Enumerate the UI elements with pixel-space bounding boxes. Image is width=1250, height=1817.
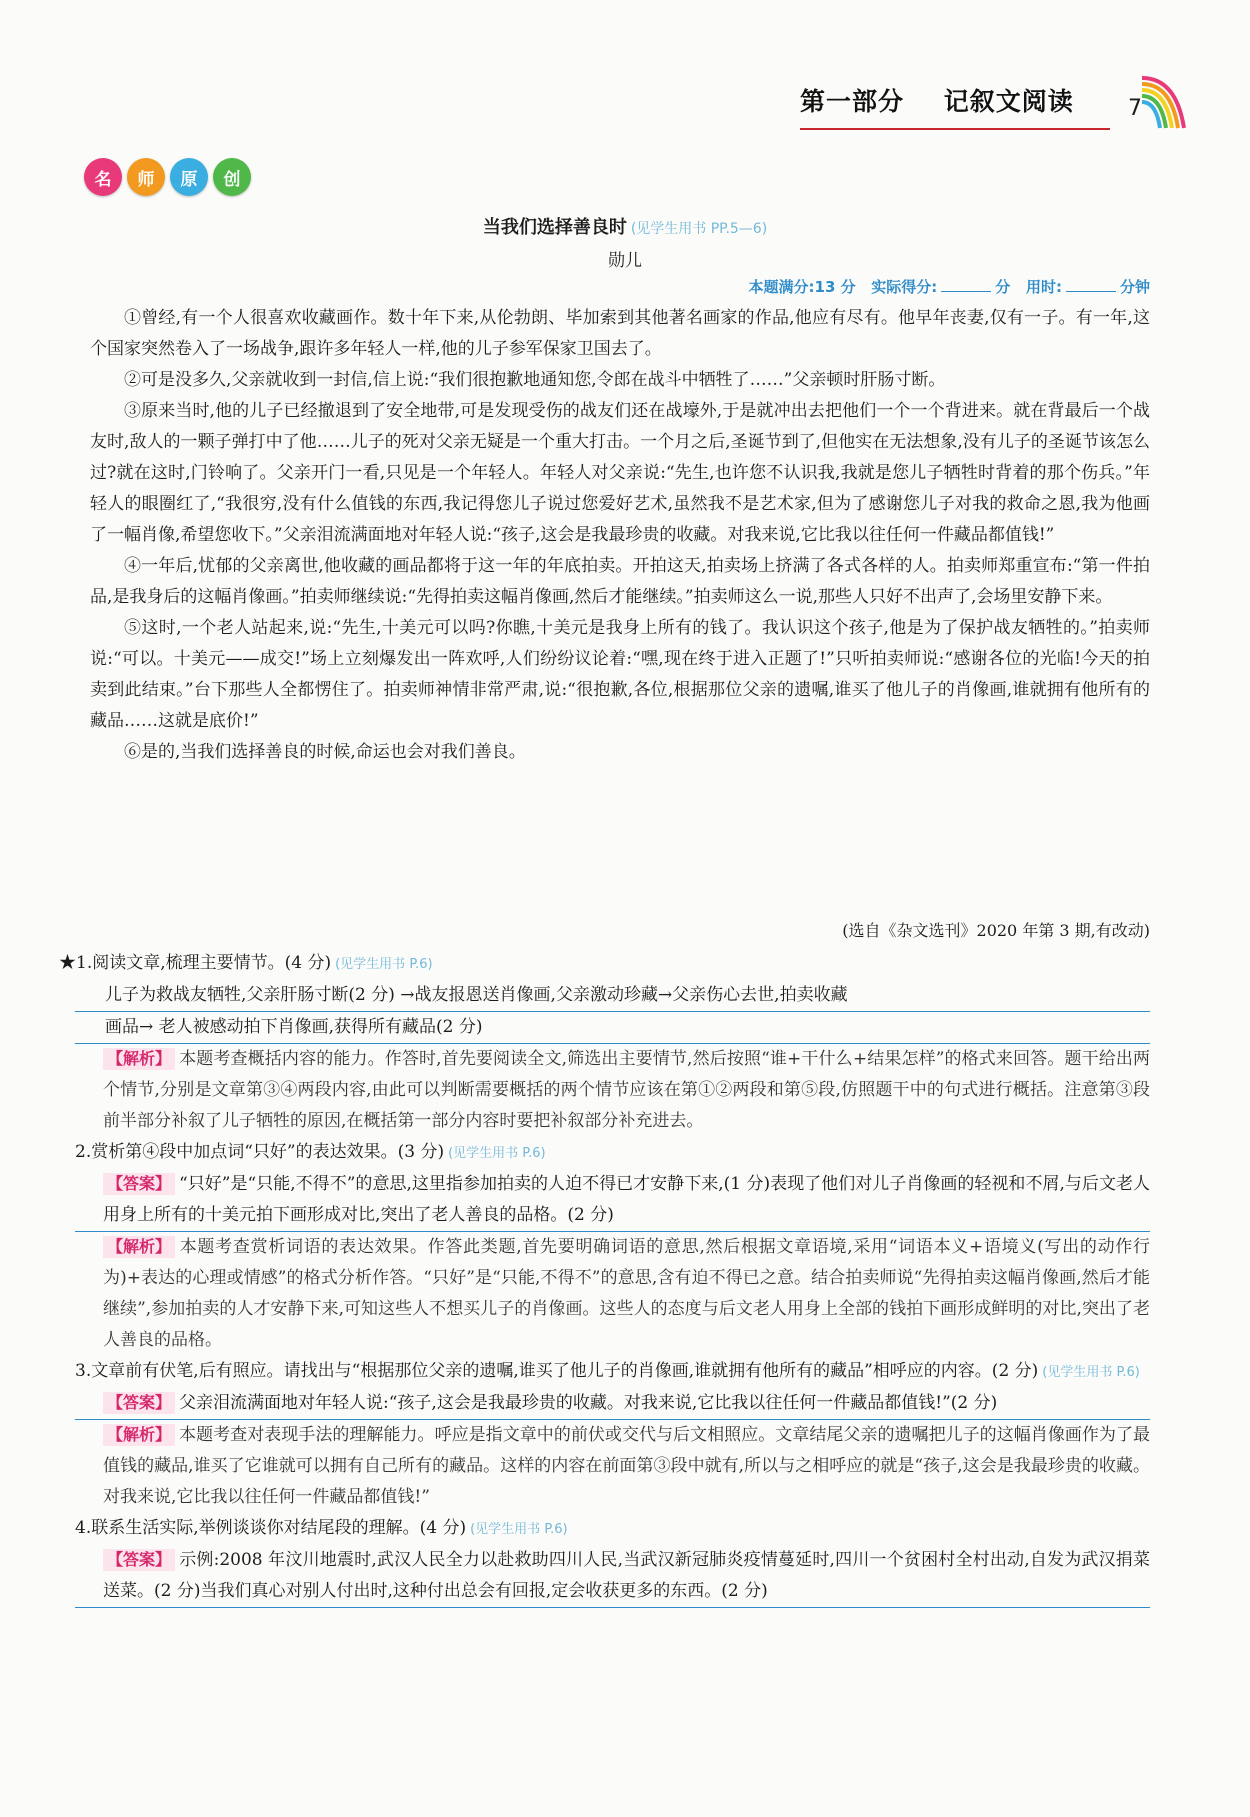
score-line [749, 276, 1150, 297]
question-stem: 3.文章前有伏笔,后有照应。请找出与“根据那位父亲的遗嘱,谁买了他儿子的肖像画,谁就拥有他所有的藏品”相呼应的内容。(2 分) [75, 1361, 1039, 1381]
score-unit: 分 [995, 278, 1011, 296]
question-reference: (见学生用书 P.6) [448, 1146, 546, 1161]
paragraph-3: ③原来当时,他的儿子已经撤退到了安全地带,可是发现受伤的战友们还在战壕外,于是就冲出去把他们一个一个背进来。就在背最后一个战友时,敌人的一颗子弹打中了他……儿子的死对父亲无疑是一个重大打击。一个月之后,圣诞节到了,但他实在无法想象,没有儿子的圣诞节该怎么过?就在这时,门铃响了。父亲开门一看,只见是一个年轻人。年轻人对父亲说:“先生,也许您不认识我,我就是您儿子牺牲时背着的那个伤兵。”年轻人的眼圈红了,“我很穷,没有什么值钱的东西,我记得您儿子说过您爱好艺术,虽然我不是艺术家,但为了感谢您儿子对我的救命之恩,我为他画了一幅肖像,希望您收下。”父亲泪流满面地对年轻人说:“孩子,这会是我最珍贵的收藏。对我来说,它比我以往任何一件藏品都值钱!” [90, 401, 1150, 545]
article-source: (选自《杂文选刊》2020 年第 3 期,有改动) [842, 921, 1150, 940]
badge-ming: 名 [84, 158, 122, 196]
answer-line: 儿子为救战友牺牲,父亲肝肠寸断(2 分) →战友报恩送肖像画,父亲激动珍藏→父亲伤心去世,拍卖收藏 [75, 980, 1150, 1012]
answer: 父亲泪流满面地对年轻人说:“孩子,这会是我最珍贵的收藏。对我来说,它比我以往任何一件藏品都值钱!”(2 分) [179, 1393, 998, 1413]
actual-score-label: 实际得分: [871, 278, 938, 296]
answer-tag: 【答案】 [103, 1549, 175, 1571]
paragraph-5: ⑤这时,一个老人站起来,说:“先生,十美元可以吗?你瞧,十美元是我身上所有的钱了。我认识这个孩子,他是为了保护战友牺牲的。”拍卖师说:“可以。十美元——成交!”场上立刻爆发出一阵欢呼,人们纷纷议论着:“嘿,现在终于进入正题了!”只听拍卖师说:“感谢各位的光临!今天的拍卖到此结束。”台下那些人全都愣住了。拍卖师神情非常严肃,说:“很抱歉,各位,根据那位父亲的遗嘱,谁买了他儿子的肖像画,谁就拥有他所有的藏品……这就是底价!” [90, 618, 1150, 731]
time-unit: 分钟 [1119, 278, 1150, 296]
section-label: 记叙文阅读 [943, 87, 1074, 116]
answer-tag: 【答案】 [103, 1173, 175, 1195]
explanation: 本题考查概括内容的能力。作答时,首先要阅读全文,筛选出主要情节,然后按照“谁+干什么+结果怎样”的格式来回答。题干给出两个情节,分别是文章第③④两段内容,由此可以判断需要概括的两个情节应该在第①②两段和第⑤段,仿照题干中的句式进行概括。注意第③段前半部分补叙了儿子牺牲的原因,在概括第一部分内容时要把补叙部分补充进去。 [103, 1049, 1150, 1131]
explanation: 本题考查对表现手法的理解能力。呼应是指文章中的前伏或交代与后文相照应。文章结尾父亲的遗嘱把儿子的这幅肖像画作为了最值钱的藏品,谁买了它谁就可以拥有自己所有的藏品。这样的内容在前面第③段中就有,所以与之相呼应的就是“孩子,这会是我最珍贵的收藏。对我来说,它比我以往任何一件藏品都值钱!” [103, 1425, 1150, 1507]
score-blank[interactable] [941, 291, 991, 292]
question-stem: 4.联系生活实际,举例谈谈你对结尾段的理解。(4 分) [75, 1518, 467, 1538]
paragraph-4: ④一年后,忧郁的父亲离世,他收藏的画品都将于这一年的年底拍卖。开拍这天,拍卖场上挤满了各式各样的人。拍卖师郑重宣布:“第一件拍品,是我身后的这幅肖像画。”拍卖师继续说:“先得拍卖这幅肖像画,然后才能继续。”拍卖师这么一说,那些人只好不出声了,会场里安静下来。 [90, 556, 1150, 607]
article-body [90, 303, 1150, 768]
question-3 [75, 1356, 1150, 1513]
title-reference: (见学生用书 PP.5—6) [630, 221, 768, 237]
explain-tag: 【解析】 [103, 1424, 175, 1446]
header-divider [800, 128, 1110, 130]
page-number: 7 [1128, 96, 1142, 121]
section-header [800, 82, 1110, 118]
badge-chuang: 创 [213, 158, 251, 196]
question-stem: 1.阅读文章,梳理主要情节。(4 分) [76, 953, 332, 973]
article-title [0, 213, 1250, 239]
question-stem: 2.赏析第④段中加点词“只好”的表达效果。(3 分) [75, 1142, 445, 1162]
badge-yuan: 原 [170, 158, 208, 196]
answer: 示例:2008 年汶川地震时,武汉人民全力以赴救助四川人民,当武汉新冠肺炎疫情蔓延时,四川一个贫困村全村出动,自发为武汉捐菜送菜。(2 分)当我们真心对别人付出时,这种付出总会有回报,定会收获更多的东西。(2 分) [103, 1550, 1150, 1601]
time-label: 用时: [1025, 278, 1062, 296]
full-score-label: 本题满分:13 分 [748, 278, 856, 296]
question-2 [75, 1137, 1150, 1356]
answer: “只好”是“只能,不得不”的意思,这里指参加拍卖的人迫不得已才安静下来,(1 分)表现了他们对儿子肖像画的轻视和不屑,与后文老人用身上所有的十美元拍下画形成对比,突出了老人善良的品格。(2 分) [103, 1174, 1150, 1225]
answer-tag: 【答案】 [103, 1392, 175, 1414]
badge-shi: 师 [127, 158, 165, 196]
paragraph-6: ⑥是的,当我们选择善良的时候,命运也会对我们善良。 [124, 742, 526, 762]
original-badges [84, 158, 251, 196]
paragraph-1: ①曾经,有一个人很喜欢收藏画作。数十年下来,从伦勃朗、毕加索到其他著名画家的作品,他应有尽有。他早年丧妻,仅有一子。有一年,这个国家突然卷入了一场战争,跟许多年轻人一样,他的儿子参军保家卫国去了。 [90, 308, 1150, 359]
time-blank[interactable] [1066, 291, 1116, 292]
question-1 [59, 948, 1150, 1137]
question-reference: (见学生用书 P.6) [470, 1522, 568, 1537]
answer-line: 画品→ 老人被感动拍下肖像画,获得所有藏品(2 分) [75, 1012, 1150, 1044]
paragraph-2: ②可是没多久,父亲就收到一封信,信上说:“我们很抱歉地通知您,令郎在战斗中牺牲了……”父亲顿时肝肠寸断。 [124, 370, 946, 390]
explanation: 本题考查赏析词语的表达效果。作答此类题,首先要明确词语的意思,然后根据文章语境,采用“词语本义+语境义(写出的动作行为)+表达的心理或情感”的格式分析作答。“只好”是“只能,不得不”的意思,含有迫不得已之意。结合拍卖师说“先得拍卖这幅肖像画,然后才能继续”,参加拍卖的人才安静下来,可知这些人不想买儿子的肖像画。这些人的态度与后文老人用身上全部的钱拍下画形成鲜明的对比,突出了老人善良的品格。 [103, 1237, 1150, 1350]
rainbow-icon [1136, 66, 1192, 136]
author: 勋儿 [608, 251, 642, 271]
explain-tag: 【解析】 [103, 1236, 175, 1258]
part-label: 第一部分 [800, 87, 905, 116]
question-reference: (见学生用书 P.6) [335, 957, 433, 972]
explain-tag: 【解析】 [103, 1048, 175, 1070]
question-reference: (见学生用书 P.6) [1042, 1365, 1140, 1380]
star-icon: ★ [59, 953, 76, 973]
title-text: 当我们选择善良时 [482, 217, 627, 238]
questions-section [59, 948, 1150, 1608]
question-4 [75, 1513, 1150, 1608]
